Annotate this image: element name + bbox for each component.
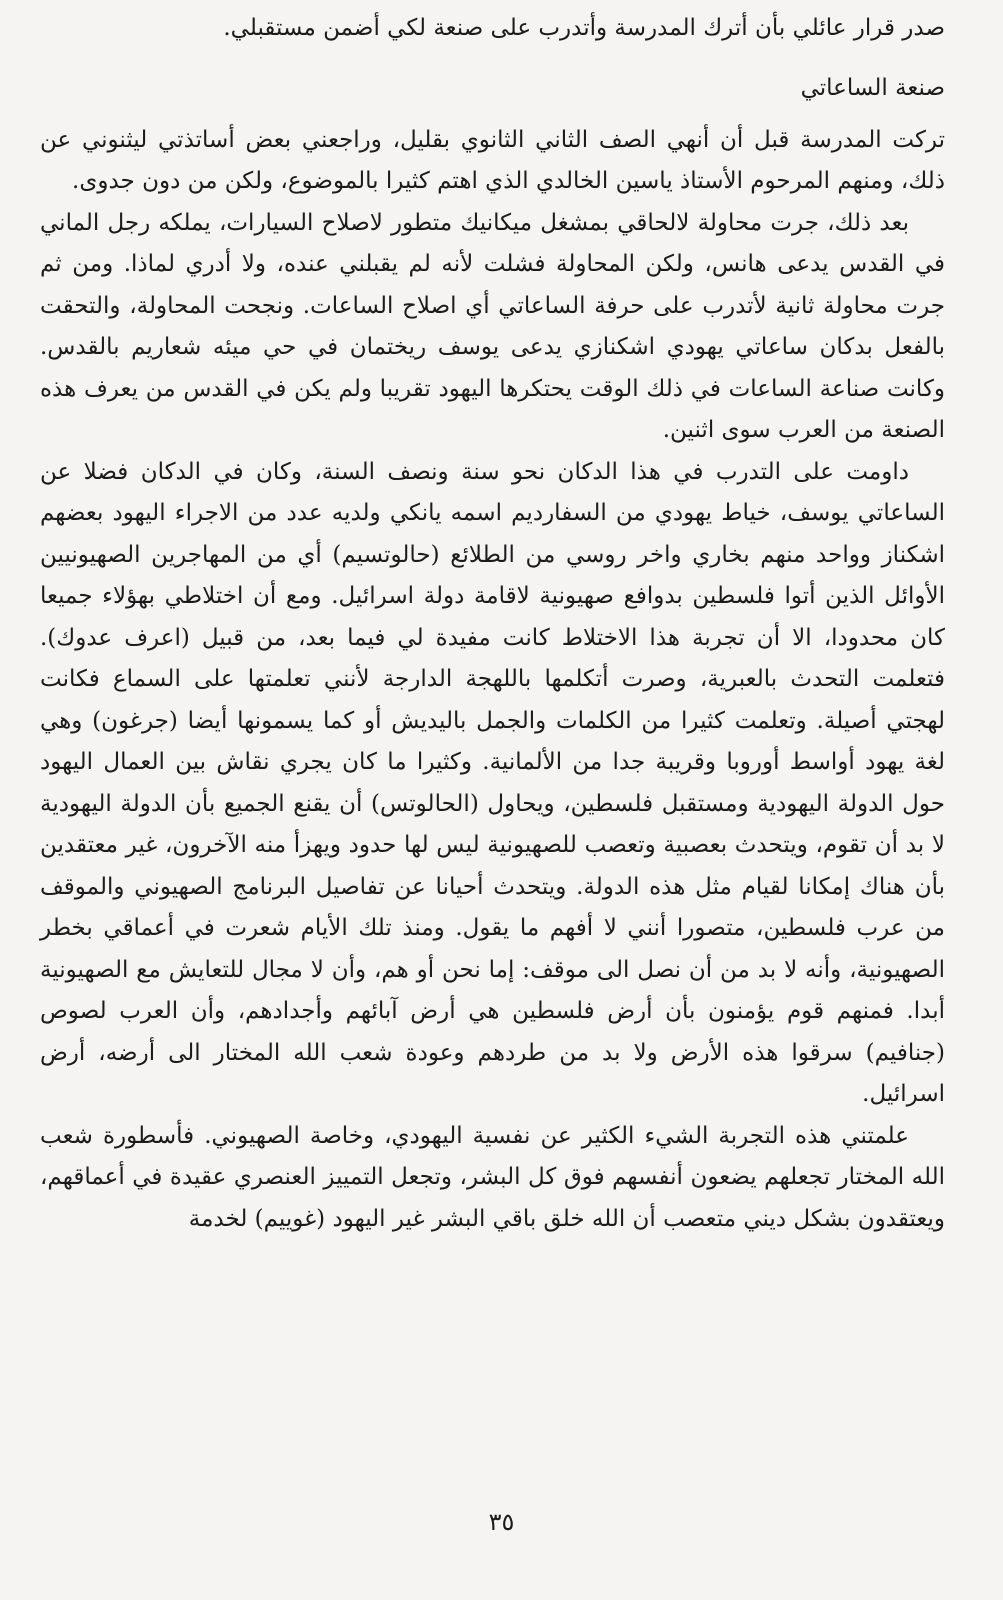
paragraph-1: تركت المدرسة قبل أن أنهي الصف الثاني الثانوي بقليل، وراجعني بعض أساتذتي ليثنوني عن ذلك، ومنهم المرحوم الأستاذ ياسين الخالدي الذي اهتم كثيرا بالموضوع، ولكن من دون جدوى.: [40, 126, 945, 194]
intro-line: صدر قرار عائلي بأن أترك المدرسة وأتدرب على صنعة لكي أضمن مستقبلي.: [223, 15, 945, 41]
section-heading: صنعة الساعاتي: [800, 74, 945, 101]
paragraph-4: علمتني هذه التجربة الشيء الكثير عن نفسية اليهودي، وخاصة الصهيوني. فأسطورة شعب الله المختار تجعلهم يضعون أنفسهم فوق كل البشر، وتجعل التمييز العنصري عقيدة في أعماقهم، ويعتقدون بشكل ديني متعصب أن الله خلق باقي البشر غير اليهود (غوييم) لخدمة: [40, 1122, 945, 1232]
paragraph-3: داومت على التدرب في هذا الدكان نحو سنة ونصف السنة، وكان في الدكان فضلا عن الساعاتي يوسف، خياط يهودي من السفارديم اسمه يانكي ولديه عدد من الاجراء اليهود بعضهم اشكناز وواحد منهم بخاري واخر روسي من الطلائع (حالوتسيم) أي من المهاجرين الصهيونيين الأوائل الذين أتوا فلسطين بدوافع صهيونية لاقامة دولة اسرائيل. ومع أن اختلاطي بهؤلاء جميعا كان محدودا، الا أن تجربة هذا الاختلاط كانت مفيدة لي فيما بعد، من قبيل (اعرف عدوك). فتعلمت التحدث بالعبرية، وصرت أتكلمها باللهجة الدارجة لأنني تعلمتها على السماع فكانت لهجتي أصيلة. وتعلمت كثيرا من الكلمات والجمل باليديش أو كما يسمونها أيضا (جرغون) وهي لغة يهود أواسط أوروبا وقريبة جدا من الألمانية. وكثيرا ما كان يجري نقاش بين العمال اليهود حول الدولة اليهودية ومستقبل فلسطين، ويحاول (الحالوتس) أن يقنع الجميع بأن الدولة اليهودية لا بد أن تقوم، ويتحدث بعصبية وتعصب للصهيونية ليس لها حدود ويهزأ منه الآخرون، غير معتقدين بأن هناك إمكانا لقيام مثل هذه الدولة. ويتحدث أحيانا عن تفاصيل البرنامج الصهيوني والموقف من عرب فلسطين، متصورا أنني لا أفهم ما يقول. ومنذ تلك الأيام شعرت في أعماقي بخطر الصهيونية، وأنه لا بد من أن نصل الى موقف: إما نحن أو هم، وأن لا مجال للتعايش مع الصهيونية أبدا. فمنهم قوم يؤمنون بأن أرض فلسطين هي أرض آبائهم وأجدادهم، وأن العرب لصوص (جنافيم) سرقوا هذه الأرض ولا بد من طردهم وعودة شعب الله المختار الى أرضه، أرض اسرائيل.: [40, 458, 945, 1107]
paragraph-2: بعد ذلك، جرت محاولة لالحاقي بمشغل ميكانيك متطور لاصلاح السيارات، يملكه رجل الماني في القدس يدعى هانس، ولكن المحاولة فشلت لأنه لم يقبلني عنده، ولا أدري لماذا. ومن ثم جرت محاولة ثانية لأتدرب على حرفة الساعاتي أي اصلاح الساعات. ونجحت المحاولة، والتحقت بالفعل بدكان ساعاتي يهودي اشكنازي يدعى يوسف ريختمان في حي ميئه شعاريم بالقدس. وكانت صناعة الساعات في ذلك الوقت يحتكرها اليهود تقريبا ولم يكن في القدس من يعرف هذه الصنعة من العرب سوى اثنين.: [40, 209, 945, 443]
page-number: ٣٥: [488, 1508, 515, 1536]
